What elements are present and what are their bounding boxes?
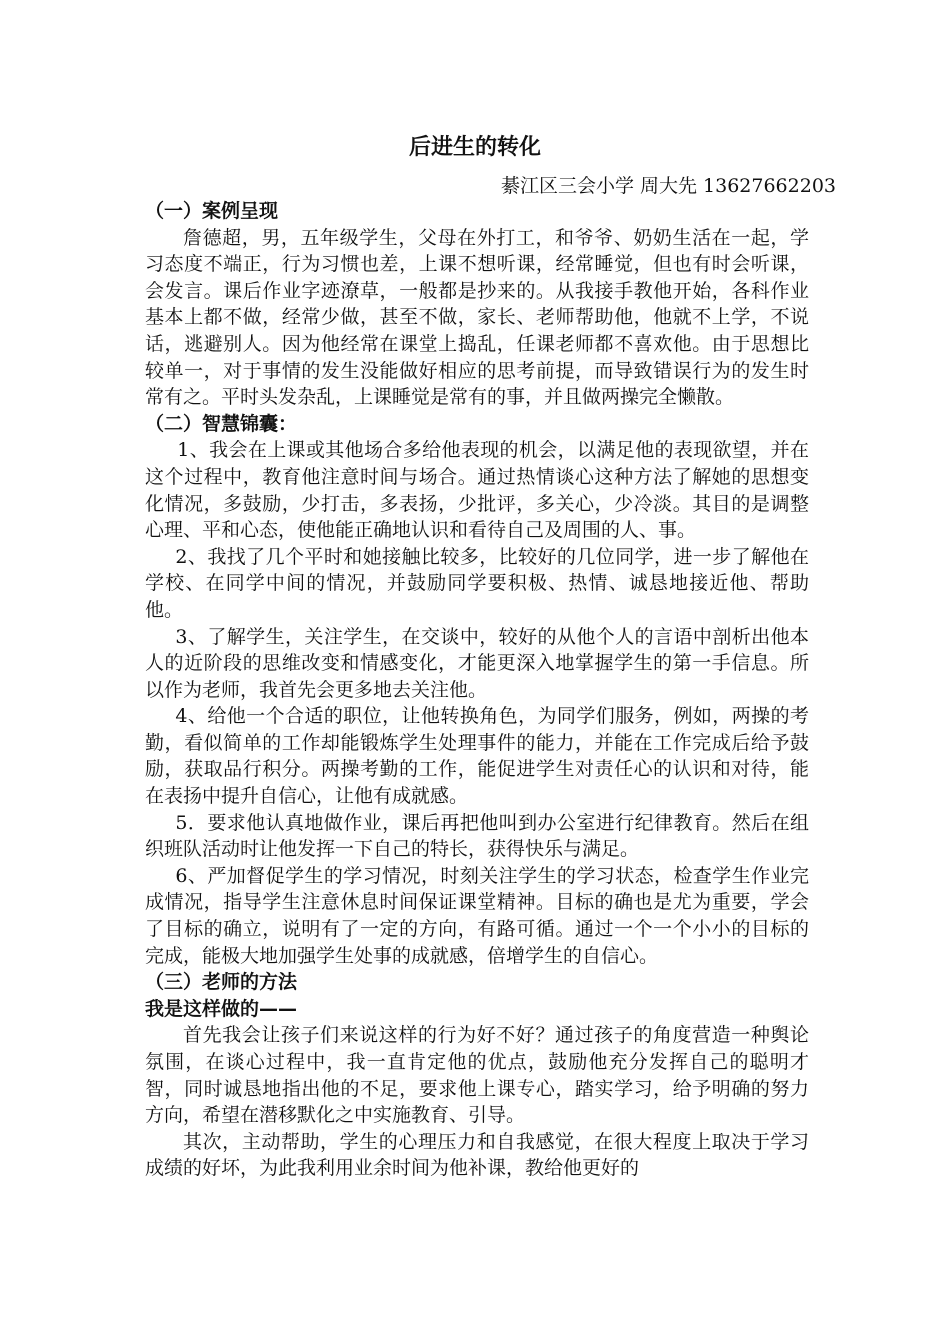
section-heading-tips: （二）智慧锦囊： (145, 412, 298, 435)
paragraph-method-1: 首先我会让孩子们来说这样的行为好不好？通过孩子的角度营造一种舆论氛围，在谈心过程中，我一直肯定他的优点，鼓励他充分发挥自己的聪明才智，同时诚恳地指出他的不足，要求他上课专心，踏实学习，给予明确的努力方向，希望在潜移默化之中实施教育、引导。 (145, 1024, 809, 1127)
paragraph-tip-4: 4、给他一个合适的职位，让他转换角色，为同学们服务，例如，两操的考勤，看似简单的工作却能锻炼学生处理事件的能力，并能在工作完成后给予鼓励，获取品行积分。两操考勤的工作，能促进学生对责任心的认识和对待，能在表扬中提升自信心，让他有成就感。 (145, 705, 809, 808)
document-title: 后进生的转化 (408, 135, 541, 160)
author-line: 綦江区三会小学 周大先 13627662203 (500, 175, 836, 197)
document-body (145, 198, 809, 1182)
paragraph-tip-5: 5．要求他认真地做作业，课后再把他叫到办公室进行纪律教育。然后在组织班队活动时让他发挥一下自己的特长，获得快乐与满足。 (145, 811, 809, 861)
section-heading-method: （三）老师的方法 (145, 971, 298, 994)
paragraph-tip-2: 2、我找了几个平时和她接触比较多，比较好的几位同学，进一步了解他在学校、在同学中间的情况，并鼓励同学要积极、热情、诚恳地接近他、帮助他。 (145, 545, 809, 621)
paragraph-tip-3: 3、了解学生，关注学生，在交谈中，较好的从他个人的言语中剖析出他本人的近阶段的思维改变和情感变化，才能更深入地掌握学生的第一手信息。所以作为老师，我首先会更多地去关注他。 (145, 625, 809, 701)
paragraph-tip-1: 1、我会在上课或其他场合多给他表现的机会，以满足他的表现欲望，并在这个过程中，教育他注意时间与场合。通过热情谈心这种方法了解她的思想变化情况，多鼓励，少打击，多表扬，少批评，多关心，少冷淡。其目的是调整心理、平和心态，使他能正确地认识和看待自己及周围的人、事。 (145, 439, 809, 542)
paragraph-method-2: 其次，主动帮助，学生的心理压力和自我感觉，在很大程度上取决于学习成绩的好坏，为此我利用业余时间为他补课，教给他更好的 (145, 1130, 809, 1180)
subheading-how-i-did: 我是这样做的—— (145, 997, 298, 1020)
paragraph-tip-6: 6、严加督促学生的学习情况，时刻关注学生的学习状态，检查学生作业完成情况，指导学生注意休息时间保证课堂精神。目标的确也是尤为重要，学会了目标的确立，说明有了一定的方向，有路可循。通过一个一个小小的目标的完成，能极大地加强学生处事的成就感，倍增学生的自信心。 (145, 864, 809, 967)
section-heading-case: （一）案例呈现 (145, 200, 279, 222)
paragraph-case: 詹德超，男，五年级学生，父母在外打工，和爷爷、奶奶生活在一起，学习态度不端正，行为习惯也差，上课不想听课，经常睡觉，但也有时会听课，会发言。课后作业字迹潦草，一般都是抄来的。从我接手教他开始，各科作业基本上都不做，经常少做，甚至不做，家长、老师帮助他，他就不上学，不说话，逃避别人。因为他经常在课堂上捣乱，任课老师都不喜欢他。由于思想比较单一，对于事情的发生没能做好相应的思考前提，而导致错误行为的发生时常有之。平时头发杂乱，上课睡觉是常有的事，并且做两操完全懒散。 (145, 226, 809, 409)
